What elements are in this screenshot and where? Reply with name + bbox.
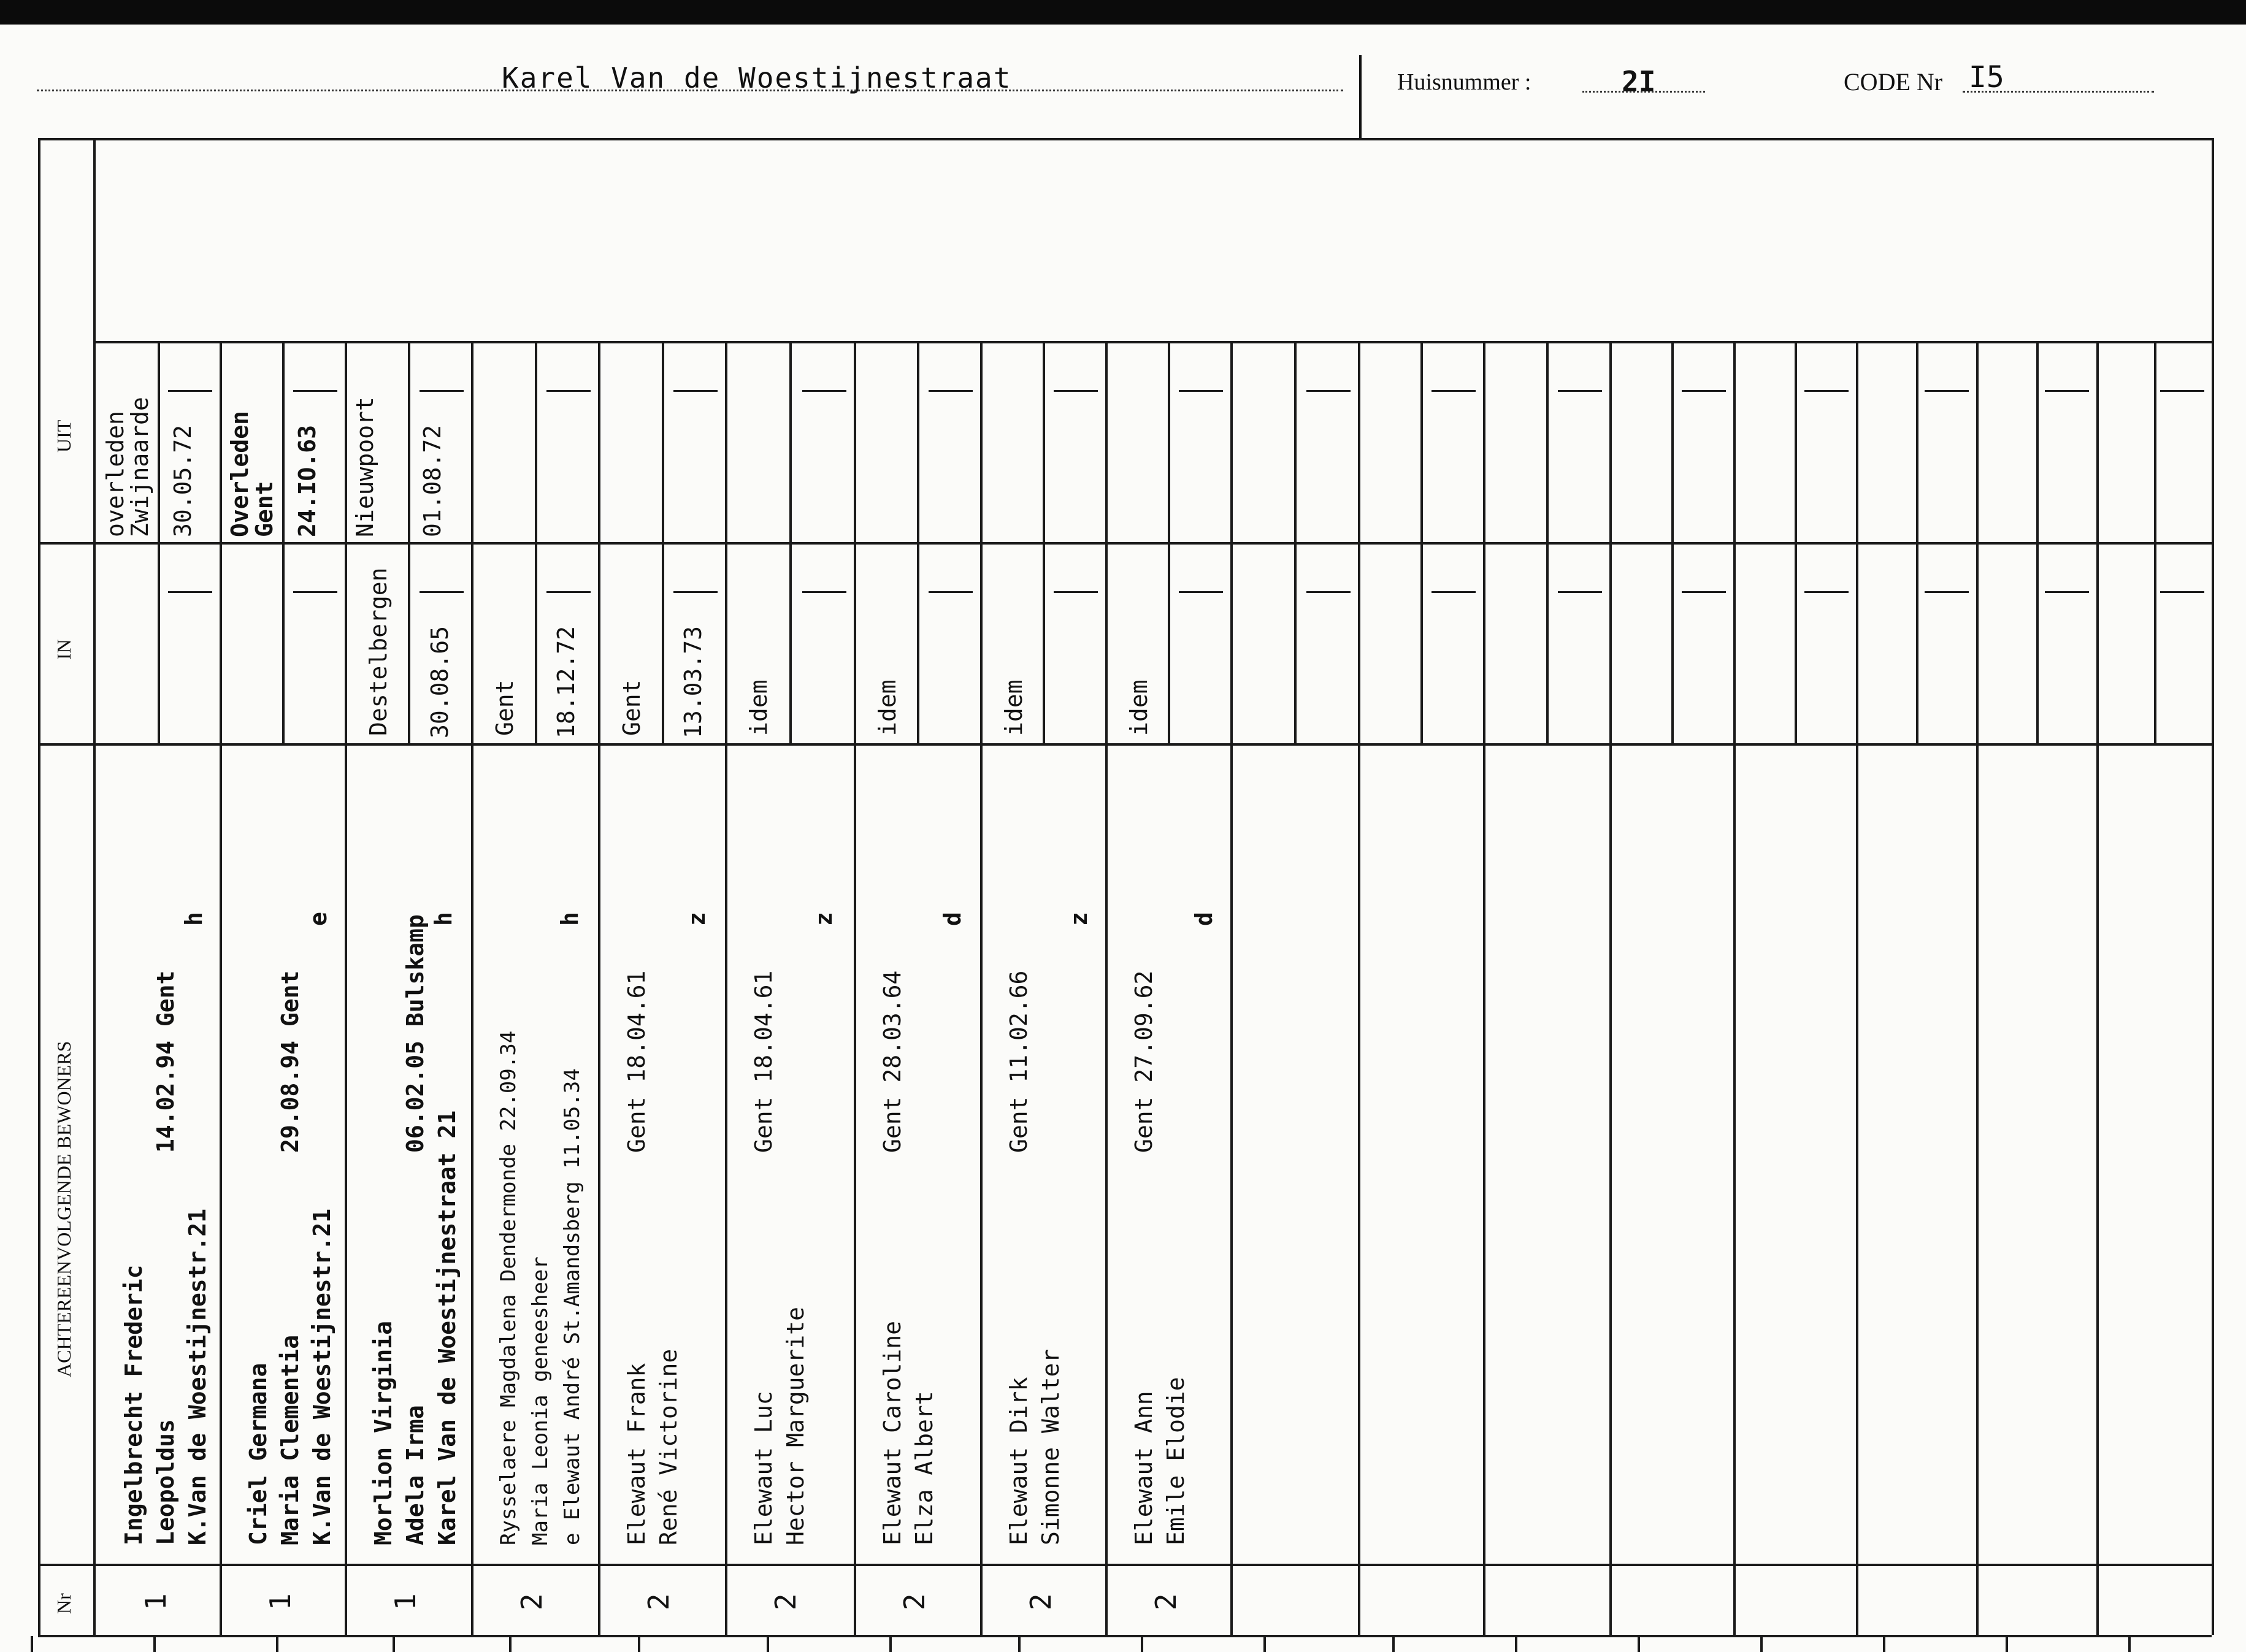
uit-column-label: UIT [53,419,75,453]
resident-name-line: Elewaut Luc [750,1391,777,1545]
bottom-edge-mark [393,1636,395,1652]
bottom-edge-mark [1638,1636,1640,1652]
date-subcolumn-divider [1294,341,1297,743]
resident-name-line: e Elewaut André St.Amandsberg 11.05.34 [560,1068,584,1545]
in-dash-mark [2160,591,2204,593]
code-value: I5 [1969,60,2004,94]
entry-nr: 1 [264,1593,297,1610]
resident-name-line: K.Van de Woestijnestr.21 [184,1208,211,1545]
code-dotted-line [1963,91,2154,93]
entry-nr: 2 [1149,1593,1182,1610]
column-divider [725,341,727,1635]
birth-info: Gent 27.09.62 [1130,970,1157,1153]
uit-dash-mark [1432,390,1476,392]
nr-column-label: Nr [53,1593,75,1614]
uit-dash-mark [1054,390,1098,392]
in-dash-mark [1179,591,1223,593]
column-divider [1609,341,1612,1635]
resident-name-line: Elza Albert [911,1391,938,1545]
in-dash-mark [802,591,846,593]
in-dash-mark [1925,591,1969,593]
in-dash-mark [420,591,464,593]
table-right-border [2212,138,2214,1635]
in-date: 30.08.65 [426,625,453,738]
date-subcolumn-divider [1546,341,1549,743]
uit-top-line [93,341,2212,343]
in-place: idem [745,679,772,736]
uit-dash-mark [1179,390,1223,392]
bottom-edge-mark [1263,1636,1266,1652]
resident-name-line: Morlion Virginia [370,1320,397,1545]
date-subcolumn-divider [1168,341,1170,743]
sex-marker: h [430,912,457,926]
uit-place-detail: Gent [251,481,278,537]
entry-nr: 2 [642,1593,675,1610]
resident-name-line: Elewaut Dirk [1005,1377,1032,1545]
in-dash-mark [673,591,718,593]
birth-info: Gent 18.04.61 [750,970,777,1153]
uit-dash-mark [929,390,973,392]
entry-nr: 2 [515,1593,548,1610]
bottom-edge-mark [509,1636,512,1652]
bottom-edge-mark [276,1636,278,1652]
in-dash-mark [929,591,973,593]
label-column-divider [93,138,96,1635]
resident-name-line: Simonne Walter [1037,1348,1064,1545]
uit-dash-mark [546,390,591,392]
date-subcolumn-divider [1420,341,1423,743]
birth-info: Gent 11.02.66 [1005,970,1032,1153]
uit-dash-mark [1558,390,1602,392]
date-subcolumn-divider [662,341,664,743]
resident-name-line: Maria Clementia [277,1334,304,1545]
entry-nr: 1 [139,1593,172,1610]
birth-info: 06.02.05 Bulskamp [402,914,429,1153]
table-left-border [38,138,40,1635]
date-subcolumn-divider [2154,341,2156,743]
sex-marker: h [180,912,207,926]
in-place: Gent [618,679,645,736]
sex-marker: z [683,912,710,926]
resident-name-line: Elewaut Ann [1130,1391,1157,1545]
bottom-edge-mark [1018,1636,1021,1652]
in-dash-mark [1432,591,1476,593]
sex-marker: d [939,912,966,926]
uit-date: 01.08.72 [419,424,446,537]
resident-name-line: Elewaut Frank [623,1363,650,1545]
header-divider [1359,55,1362,138]
resident-name-line: Criel Germana [245,1363,272,1545]
uit-dash-mark [1925,390,1969,392]
resident-name-line: Elewaut Caroline [879,1320,906,1545]
column-divider [1230,341,1233,1635]
bottom-edge-mark [1392,1636,1395,1652]
birth-info: Gent 18.04.61 [623,970,650,1153]
resident-name-line: Karel Van de Woestijnestraat 21 [434,1110,461,1545]
column-divider [598,341,600,1635]
in-place: idem [1125,679,1152,736]
date-subcolumn-divider [282,341,285,743]
in-dash-mark [1682,591,1726,593]
entry-nr: 2 [898,1593,931,1610]
in-dash-mark [1804,591,1849,593]
date-subcolumn-divider [1671,341,1674,743]
uit-place: overleden [102,411,129,537]
resident-name-line: Adela Irma [402,1405,429,1545]
in-dash-mark [546,591,591,593]
birth-info: 29.08.94 Gent [277,970,304,1153]
column-divider [471,341,473,1635]
in-dash-mark [1558,591,1602,593]
column-divider [220,341,222,1635]
in-place: idem [874,679,901,736]
resident-name-line: René Victorine [655,1348,682,1545]
in-dash-mark [293,591,337,593]
table-top-border [38,138,2212,140]
uit-dash-mark [1306,390,1351,392]
in-dash-mark [2045,591,2089,593]
uit-dash-mark [1682,390,1726,392]
in-dash-mark [168,591,212,593]
bottom-edge-mark [767,1636,769,1652]
column-divider [854,341,856,1635]
date-subcolumn-divider [535,341,537,743]
bottom-edge-mark [638,1636,640,1652]
birth-info: Gent 28.03.64 [879,970,906,1153]
sex-marker: d [1190,912,1217,926]
column-divider [1976,341,1979,1635]
in-date: 18.12.72 [553,625,580,738]
column-divider [1733,341,1736,1635]
house-number-value: 2I [1622,65,1656,98]
in-dash-mark [1054,591,1098,593]
column-divider [980,341,983,1635]
resident-name-line: Maria Leonia geneesheer [528,1256,553,1545]
date-subcolumn-divider [2036,341,2039,743]
bottom-edge-mark [1883,1636,1885,1652]
sex-marker: z [1065,912,1092,926]
resident-name-line: Hector Marguerite [782,1307,809,1545]
uit-dash-mark [293,390,337,392]
bottom-edge-mark [1760,1636,1763,1652]
uit-dash-mark [1804,390,1849,392]
in-place: Destelbergen [365,567,392,736]
resident-name-line: Emile Elodie [1162,1377,1189,1545]
date-subcolumn-divider [158,341,160,743]
uit-place: Overleden [226,411,253,537]
uit-dash-mark [802,390,846,392]
resident-name-line: Leopoldus [152,1419,179,1545]
date-subcolumn-divider [789,341,792,743]
resident-name-line: Rysselaere Magdalena Dendermonde 22.09.34 [496,1030,521,1545]
bottom-edge-mark [1141,1636,1143,1652]
in-column-label: IN [53,639,75,660]
sex-marker: h [556,912,583,926]
entry-nr: 2 [769,1593,802,1610]
uit-dash-mark [168,390,212,392]
sex-marker: e [305,912,332,926]
uit-dash-mark [420,390,464,392]
in-dash-mark [1306,591,1351,593]
table-bottom-border [38,1635,2212,1637]
date-subcolumn-divider [1795,341,1797,743]
house-number-label: Huisnummer : [1397,69,1531,95]
date-subcolumn-divider [408,341,410,743]
bewoners-top-line [38,743,2212,746]
column-divider [1105,341,1108,1635]
bottom-edge-mark [889,1636,892,1652]
in-place: idem [1000,679,1027,736]
column-divider [1856,341,1858,1635]
house-number-dotted-line [1582,91,1705,93]
uit-date: 30.05.72 [169,424,196,537]
in-date: 13.03.73 [680,625,707,738]
bottom-edge-mark [1515,1636,1517,1652]
bottom-edge-mark [2006,1636,2008,1652]
resident-name-line: K.Van de Woestijnestr.21 [309,1208,335,1545]
in-top-line [38,542,2212,545]
resident-name-line: Ingelbrecht Frederic [120,1264,147,1545]
uit-dash-mark [2160,390,2204,392]
bewoners-column-label: ACHTEREENVOLGENDE BEWONERS [53,1041,75,1377]
code-label: CODE Nr [1844,68,1943,96]
bottom-edge-mark [2128,1636,2131,1652]
date-subcolumn-divider [917,341,919,743]
uit-place: Nieuwpoort [351,397,378,537]
in-place: Gent [491,679,518,736]
birth-info: 14.02.94 Gent [152,970,179,1153]
bottom-edge-mark [31,1636,33,1652]
entry-nr: 1 [389,1593,422,1610]
uit-date: 24.IO.63 [294,424,321,537]
column-divider [1483,341,1485,1635]
uit-dash-mark [2045,390,2089,392]
entry-nr: 2 [1024,1593,1057,1610]
column-divider [1358,341,1360,1635]
column-divider [2096,341,2099,1635]
date-subcolumn-divider [1043,341,1045,743]
bottom-edge-mark [153,1636,156,1652]
street-dotted-line [37,90,1343,91]
street-name: Karel Van de Woestijnestraat [502,61,1012,94]
scan-top-border [0,0,2246,25]
nr-top-line [38,1564,2212,1566]
date-subcolumn-divider [1916,341,1918,743]
uit-place-detail: Zwijnaarde [126,397,153,537]
uit-dash-mark [673,390,718,392]
column-divider [345,341,347,1635]
sex-marker: z [810,912,837,926]
